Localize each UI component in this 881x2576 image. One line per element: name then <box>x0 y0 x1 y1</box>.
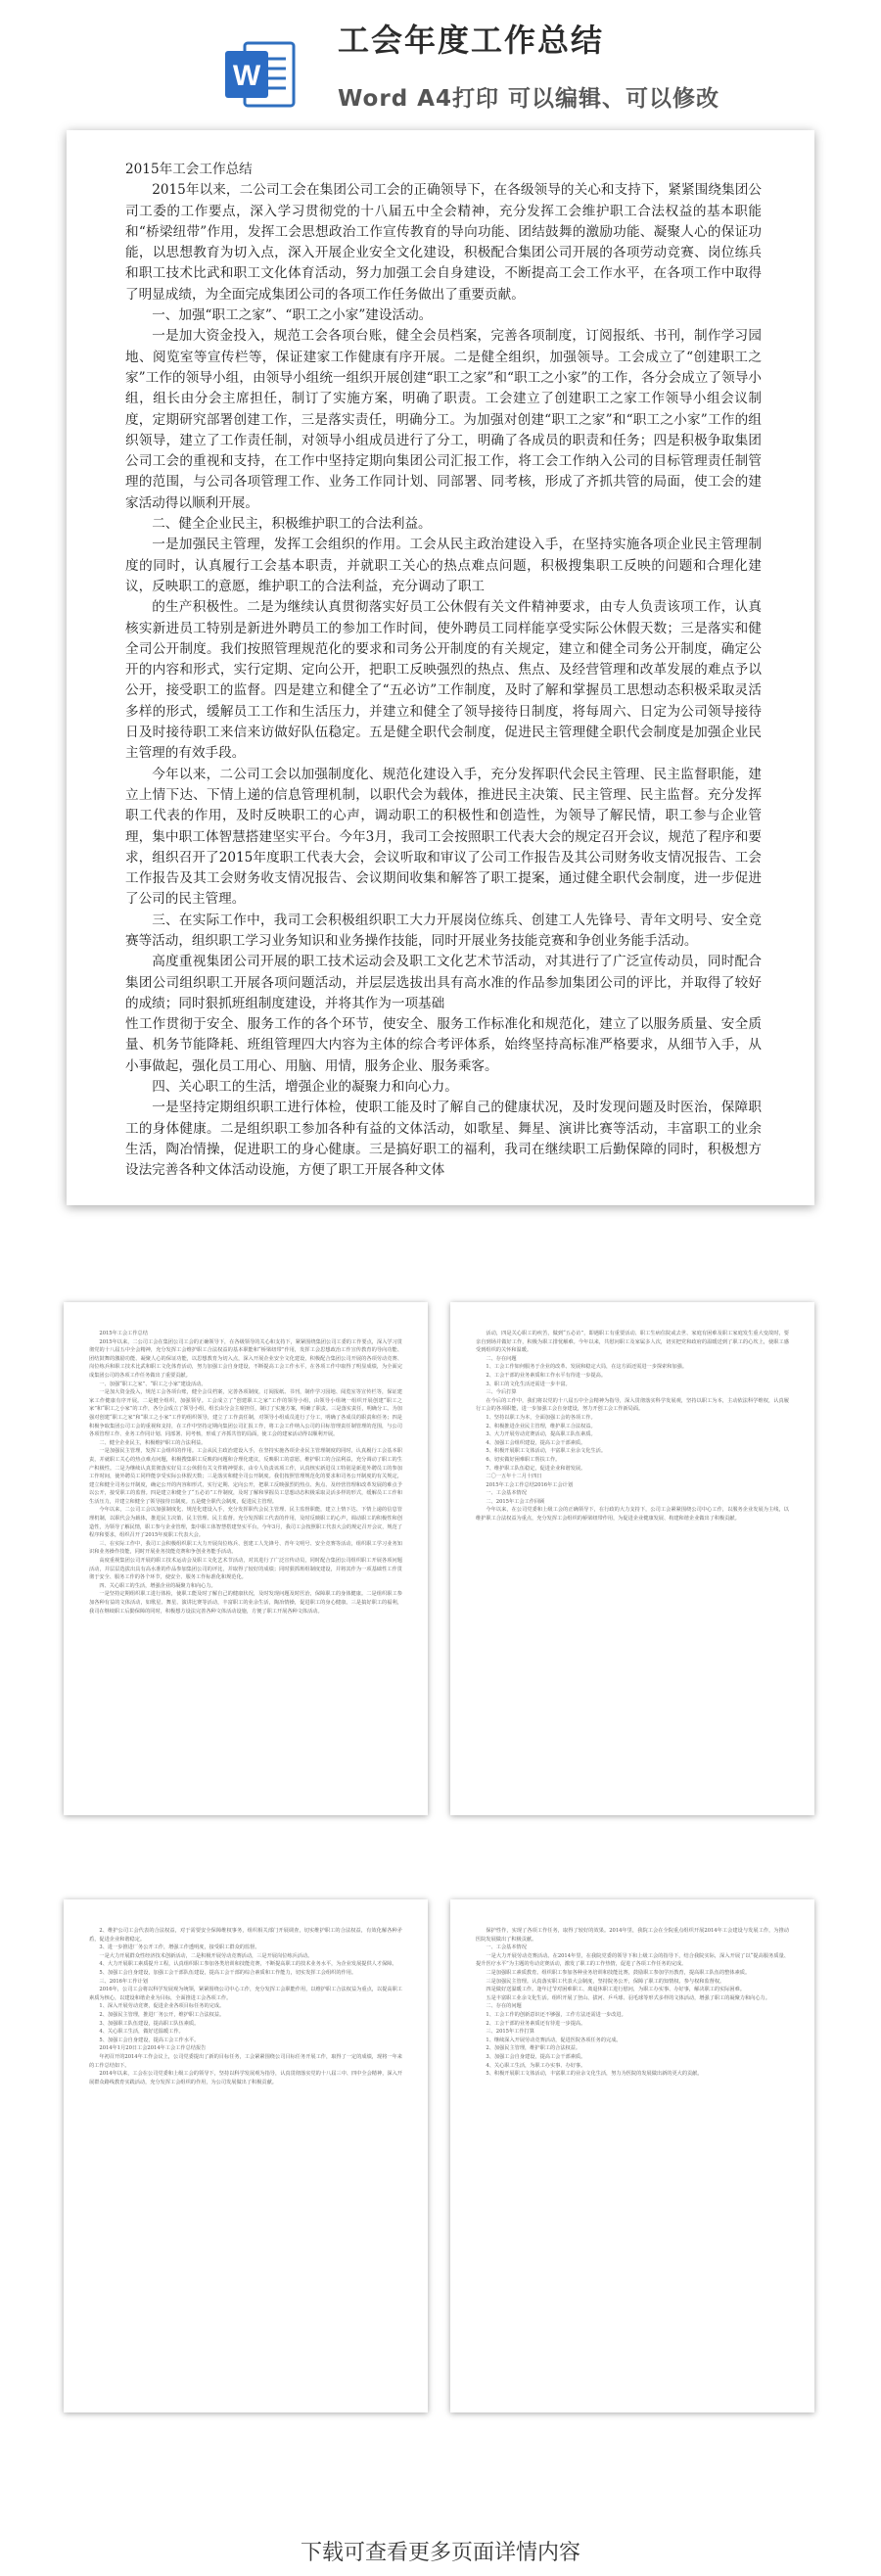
thumb-paragraph: 三、今后打算 <box>486 1389 517 1396</box>
doc-heading: 2015年工会工作总结 <box>125 162 253 177</box>
thumb-paragraph: 二、存在问题 <box>486 1355 517 1362</box>
page-thumbnail-2[interactable] <box>450 1302 814 1815</box>
doc-section-heading: 四、关心职工的生活，增强企业的凝聚力和向心力。 <box>152 1079 458 1096</box>
doc-paragraph: 高度重视集团公司开展的职工技术运动会及职工文化艺术节活动，对其进行了广泛宣传动员，同时配合集团公司组织职工开展各项问题活动，并层层选拔出具有高水准的作品参加集团公司的评比，并取得了较好的成绩；同时狠抓班组制度建设，并将其作为一项基础 <box>125 954 762 1011</box>
page-thumbnail-3[interactable] <box>64 1899 428 2412</box>
thumb-paragraph: 4、关心职工生活，做好送温暖工作。 <box>99 2029 184 2036</box>
thumb-paragraph: 1、坚持以职工为本，全面加强工会的各项工作。 <box>486 1414 596 1421</box>
thumbnail-text <box>89 1330 402 1616</box>
thumb-paragraph: 二、2015年工会工作回顾 <box>486 1498 545 1505</box>
doc-paragraph: 三、在实际工作中，我司工会积极组织职工大力开展岗位练兵、创建工人先锋号、青年文明号、安全竞赛等活动，组织职工学习业务知识和业务操作技能，同时开展业务技能竞赛和争创业务能手活动。 <box>125 912 762 949</box>
thumb-paragraph: 5、积极开展职工文体活动，丰富职工业余文化生活。 <box>486 1448 607 1455</box>
doc-paragraph: 一是坚持定期组织职工进行体检，使职工能及时了解自己的健康状况，及时发现问题及时医治，保障职工的身体健康。二是组织职工参加各种有益的文体活动，如歌星、舞星、演讲比赛等活动，丰富职工的业余生活，陶冶情操，促进职工的身心健康。三是搞好职工的福利，我司在继续职工后勤保障的同时，积极想方设法完善各种文体活动设施，方便了职工开展各种文体 <box>125 1100 762 1179</box>
thumb-paragraph: 1、继续深入开展劳动竞赛活动，促进医院各项任务的完成。 <box>486 2037 622 2043</box>
doc-paragraph: 2015年以来，二公司工会在集团公司工会的正确领导下，在各级领导的关心和支持下，紧紧围绕集团公司工委的工作要点，深入学习贯彻党的十八届五中全会精神，充分发挥工会维护职工合法权益的基本职能和“桥梁纽带”作用，发挥工会思想政治工作宣传教育的导向功能、团结鼓舞的激励功能、凝聚人心的保证功能，以思想教育为切入点，深入开展企业安全文化建设，积极配合集团公司开展的各项劳动竞赛、岗位练兵和职工技术比武和职工文化体育活动，努力加强工会自身建设，不断提高工会工作水平，在各项工作中取得了明显成绩，为全面完成集团公司的各项工作任务做出了重要贡献。 <box>125 182 762 303</box>
thumb-paragraph: 3、加强工会自身建设，提高工会干部素质。 <box>486 2053 586 2060</box>
thumb-paragraph: 3、职工的文化生活还需进一步丰富。 <box>486 1381 571 1387</box>
thumb-paragraph: 一是坚持定期组织职工进行体检，使职工能及时了解自己的健康状况，及时发现问题及时医治，保障职工的身体健康。二是组织职工参加各种有益的文体活动，如歌星、舞星、演讲比赛等活动，丰富职工的业余生活，陶冶情操，促进职工的身心健康。三是搞好职工的福利，我司在继续职工后勤保障的同时，积极想方设法完善各种文体活动设施，方便了职工开展各种文体活动。 <box>89 1591 402 1615</box>
thumbnail-text <box>476 1927 789 2079</box>
thumb-paragraph: 二是加强职工素质教育。组织职工参加各种业务培训和技能比赛，鼓励职工参加学历教育，提高职工队伍的整体素质。 <box>486 1969 751 1976</box>
document-text <box>125 160 762 1182</box>
thumb-paragraph: 3、加强职工队伍建设，提高职工队伍素质。 <box>99 2020 200 2027</box>
thumb-paragraph: 二、健全企业民主，积极维护职工的合法利益。 <box>99 1439 207 1446</box>
thumb-paragraph: 四、关心职工的生活，增强企业的凝聚力和向心力。 <box>99 1582 216 1589</box>
thumb-paragraph: 保护性作，实现了各项工作任务，取得了较好的效果。2014年里，我院工会在全院重点组织开展2014年工会建设与发展工作，为推动医院发展做出了积极贡献。 <box>476 1928 789 1943</box>
thumb-paragraph: 2014年以来，工会在公司党委和上级工会的领导下，坚持以科学发展观为指导，认真贯彻落实党的十八届三中、四中全会精神，深入开展群众路线教育实践活动，充分发挥工会组织的作用，为公司发展做出了积极贡献。 <box>89 2071 402 2085</box>
thumb-paragraph: 今年以来，二公司工会以加强制度化、规范化建设入手，充分发挥职代会民主管理、民主监督职能，建立上情下达、下情上递的信息管理机制，以职代会为载体，推进民主决策、民主管理、民主监督。充分发挥职工代表的作用，及时反映职工的心声，调动职工的积极性和创造性，为领导了解民情，职工参与企业管理，集中职工体智慧搭建坚实平台。今年3月，我司工会按照职工代表大会的规定召开会议，规范了程序和要求，组织召开了2015年度职工代表大会。 <box>89 1507 402 1539</box>
thumb-paragraph: 4、大力开展职工素质提升工程，认真组织职工参加各类培训和技能竞赛，不断提高职工的技术业务水平，为企业发展提供人才保障。 <box>99 1961 397 1968</box>
page-title: 工会年度工作总结 <box>338 22 605 59</box>
thumb-paragraph: 2、积极推进企业民主管理，维护职工合法权益。 <box>486 1423 596 1429</box>
thumb-paragraph: 2、加强民主管理，维护职工的合法权益。 <box>486 2045 581 2052</box>
thumb-paragraph: 5、加强工会自身建设，提高工会工作水平。 <box>99 2037 200 2043</box>
thumbnail-text <box>89 1927 402 2086</box>
thumb-paragraph: 一是加强民主管理，发挥工会组织的作用。工会从民主政治建设入手，在坚持实施各项企业民主管理制度的同时，认真履行工会基本职责，并就职工关心的热点难点问题，积极搜集职工反映的问题和合理化建议，反映职工的意愿，维护职工的合法利益，充分调动了职工的生产积极性。二是为继续认真贯彻落实好员工公休假有关文件精神要求，由专人负责该项工作，认真核实新进员工特别是新进外聘员工的参加工作时间，使外聘员工同样能享受实际公休假天数；三是落实和健全司公开制度。我们按照管理规范化的要求和司务公开制度的有关规定，建立和健全司务公开制度，确定公开的内容和形式，实行定期、定向公开，把职工反映强烈的热点、焦点、及经营管理和改革发展的难点予以公开，接受职工的监督。四是建立和健全了“五必访”工作制度，及时了解和掌握员工思想动态积极采取灵活多样的形式，缓解员工工作和生活压力，并建立和健全了领导接待日制度。五是健全职代会制度，促进民主管理。 <box>89 1448 402 1505</box>
page-subtitle: Word A4打印 可以编辑、可以修改 <box>338 86 719 112</box>
thumb-paragraph: 4、关心职工生活，为职工办实事、办好事。 <box>486 2062 586 2069</box>
thumb-paragraph: 一、工会基本情况 <box>486 1490 527 1497</box>
thumb-paragraph: 7、维护职工队伍稳定，促进企业和谐发展。 <box>486 1465 586 1472</box>
word-icon-letter: W <box>232 60 261 92</box>
thumb-paragraph: 3、大力开展劳动竞赛活动，提高职工队伍素质。 <box>486 1431 596 1438</box>
doc-paragraph: 性工作贯彻于安全、服务工作的各个环节，使安全、服务工作标准化和规范化，建立了以服务质量、安全质量、机务节能降耗、班组管理四大内容为主体的综合考评体系，始终坚持高标准严格要求，从细节入手，从小事做起，强化员工用心、用脑、用情，服务企业、服务乘客。 <box>125 1016 762 1074</box>
thumb-paragraph: 五是丰富职工业余文化生活。组织开展了登山、拔河、乒乓球、羽毛球等形式多样的文体活动，增强了职工的凝聚力和向心力。 <box>486 1994 770 2001</box>
word-icon <box>223 37 298 112</box>
thumb-paragraph: 2015年工会工作总结2016年工会计划 <box>486 1481 574 1488</box>
thumb-paragraph: 2015年工会工作总结 <box>99 1331 148 1336</box>
thumb-paragraph: 2、加强民主管理，推进厂务公开，维护职工合法权益。 <box>99 2011 225 2018</box>
doc-paragraph: 一是加强民主管理，发挥工会组织的作用。工会从民主政治建设入手，在坚持实施各项企业民主管理制度的同时，认真履行工会基本职责，并就职工关心的热点难点问题，积极搜集职工反映的问题和合理化建议，反映职工的意愿，维护职工的合法利益，充分调动了职工 <box>125 537 762 594</box>
header <box>0 0 881 132</box>
thumb-paragraph: 6、切实做好困难职工帮扶工作。 <box>486 1456 561 1463</box>
thumb-paragraph: 5、加强工会自身建设，加强工会干部队伍建设，提高工会干部的综合素质和工作能力，切实发挥工会组织的作用。 <box>99 1969 357 1976</box>
thumb-paragraph: 4、加强工会组织建设，提高工会干部素质。 <box>486 1439 586 1446</box>
thumb-paragraph: 1、深入开展劳动竞赛，促进企业各项目标任务的完成。 <box>99 2003 225 2010</box>
thumb-paragraph: 年初召开的2014年工作会议上，公司党委提出了新的目标任务，工会紧紧围绕公司目标任务开展工作，取得了一定的成绩，现将一年来的工作总结如下。 <box>89 2053 402 2069</box>
document-page-preview[interactable] <box>67 130 814 1205</box>
thumb-paragraph: 在今后的工作中，我们将以党的十八届五中全会精神为指导，深入贯彻落实科学发展观，坚持以职工为本，主动依法科学维权，认真履行工会的各项职能，进一步加强工会自身建设，努力开创工会工作新局面。 <box>476 1397 789 1413</box>
thumb-paragraph: 二、存在的问题 <box>486 2003 522 2010</box>
doc-paragraph: 今年以来，二公司工会以加强制度化、规范化建设入手，充分发挥职代会民主管理、民主监督职能，建立上情下达、下情上递的信息管理机制，以职代会为载体，推进民主决策、民主管理、民主监督。充分发挥职工代表的作用，及时反映职工的心声，调动职工的积极性和创造性，为领导了解民情，职工参与企业管理，集中职工体智慧搭建坚实平台。今年3月，我司工会按照职工代表大会的规定召开会议，规范了程序和要求，组织召开了2015年度职工代表大会，会议听取和审议了公司工作报告及其公司财务收支情况报告、工会工作报告及其工会财务收支情况报告、会议期间收集和解答了职工提案，通过健全职代会制度，进一步促进了公司的民主管理。 <box>125 766 762 908</box>
thumb-paragraph: 三、在实际工作中，我司工会积极组织职工大力开展岗位练兵、创建工人先锋号、青年文明号、安全竞赛等活动，组织职工学习业务知识和业务操作技能，同时开展业务技能竞赛和争创业务能手活动。 <box>89 1540 402 1556</box>
page-thumbnail-4[interactable] <box>450 1899 814 2412</box>
page-thumbnail-1[interactable] <box>64 1302 428 1815</box>
thumb-paragraph: 5、积极开展职工文体活动，丰富职工的业余文化生活，努力为医院的发展做出新的更大的贡献。 <box>486 2071 703 2078</box>
thumb-paragraph: 三是加强民主管理。认真落实职工代表大会制度，坚持院务公开，保障了职工的知情权、参与权和监督权。 <box>486 1978 725 1985</box>
thumb-paragraph: 一、加强“职工之家”、“职工之小家”建设活动。 <box>99 1381 207 1387</box>
thumb-paragraph: 1、工会工作的创新意识还不够强，工作方法还需进一步改进。 <box>486 2011 626 2018</box>
doc-paragraph: 一是加大资金投入，规范工会各项台账，健全会员档案，完善各项制度，订阅报纸、书刊，制作学习园地、阅览室等宣传栏等，保证建家工作健康有序开展。二是健全组织，加强领导。工会成立了“创建职工之家”工作的领导小组，由领导小组统一组织开展创建“职工之家”和“职工之小家”的工作，各分会成立了领导小组，组长由分会主席担任，制订了实施方案，明确了职责。工会建立了创建职工之家工作领导小组会议制度，定期研究部署创建工作，三是落实责任，明确分工。为加强对创建“职工之家”和“职工之小家”工作的组织领导，建立了工作责任制，对领导小组成员进行了分工，明确了各成员的职责和任务；四是积极争取集团公司工会的重视和支持，在工作中坚持定期向集团公司汇报工作，将工会工作纳入公司的目标管理责任制管理的范围，与公司各项管理工作、业务工作同计划、同部署、同考核，形成了齐抓共管的局面，使工会的建家活动得以顺利开展。 <box>125 328 762 511</box>
thumb-paragraph: 二〇一五年十二月十四日 <box>486 1474 542 1480</box>
thumb-paragraph: 三、2015年工作打算 <box>486 2029 534 2036</box>
thumb-paragraph: 一、工会基本情况 <box>486 1944 527 1951</box>
thumb-paragraph: 一是大力开展劳动竞赛活动。在2014年里，在我院党委的领导下和上级工会的指导下，结合我院实际，深入开展了以“提高服务质量、提升医疗水平”为主题的劳动竞赛活动，激发了职工的工作热情，促进了各项工作任务的完成。 <box>476 1952 789 1968</box>
thumb-paragraph: 四是做好送温暖工作。逢年过节对困难职工、离退休职工进行慰问，为职工办实事、办好事，解决职工的实际困难。 <box>486 1987 745 1993</box>
thumb-paragraph: 今年以来，在公司党委和上级工会的正确领导下，在行政的大力支持下，公司工会紧紧围绕公司中心工作，以服务企业发展为主线，以维护职工合法权益为重点，充分发挥工会组织的桥梁纽带作用，为促进企业健康发展、构建和谐企业做出了积极贡献。 <box>476 1507 789 1522</box>
thumb-paragraph: 活动，四是关心职工的疾苦，做到“五必访”，即遇职工有重要活动、职工生病住院或去世、家庭有困难及职工家庭发生重大变故时，要亲自到场并做好工作，积极为职工排忧解难。今年以来，共慰问职工及家属多人次，切实把党和政府的温暖送到了职工的心坎上，使职工感受到组织的关怀和温暖。 <box>476 1331 789 1354</box>
thumb-paragraph: 2、工会干部的业务素质和工作水平有待进一步提高。 <box>486 1372 607 1379</box>
doc-section-heading: 二、健全企业民主，积极维护职工的合法利益。 <box>152 516 432 533</box>
thumb-paragraph: 3、进一步推进厂务公开工作，增强工作透明度，接受职工群众的监督。 <box>99 1944 260 1951</box>
doc-paragraph: 的生产积极性。二是为继续认真贯彻落实好员工公休假有关文件精神要求，由专人负责该项工作，认真核实新进员工特别是新进外聘员工的参加工作时间，使外聘员工同样能享受实际公休假天数；三是落实和健全司公开制度。我们按照管理规范化的要求和司务公开制度的有关规定，建立和健全司务公开制度，确定公开的内容和形式，实行定期、定向公开，把职工反映强烈的热点、焦点、及经营管理和改革发展的难点予以公开，接受职工的监督。四是建立和健全了“五必访”工作制度，及时了解和掌握员工思想动态积极采取灵活多样的形式，缓解员工工作和生活压力，并建立和健全了领导接待日制度，将每周六、日定为公司领导接待日及时接待职工来信来访做好队伍稳定。五是健全职代会制度，促进民主管理健全职代会制度是加强企业民主管理的有效手段。 <box>125 599 762 762</box>
thumb-paragraph: 一是加大资金投入，规范工会各项台账，健全会员档案，完善各项制度，订阅报纸、书刊，制作学习园地、阅览室等宣传栏等，保证建家工作健康有序开展。二是健全组织，加强领导。工会成立了“创建职工之家”工作的领导小组，由领导小组统一组织开展创建“职工之家”和“职工之小家”的工作，各分会成立了领导小组，组长由分会主席担任，制订了实施方案，明确了职责。三是落实责任，明确分工。为加强对创建“职工之家”和“职工之小家”工作的组织领导，建立了工作责任制，对领导小组成员进行了分工，明确了各成员的职责和任务；四是积极争取集团公司工会的重视和支持，在工作中坚持定期向集团公司汇报工作，将工会工作纳入公司的目标管理责任制管理的范围，与公司各项管理工作、业务工作同计划、同部署、同考核，形成了齐抓共管的局面，使工会的建家活动得以顺利开展。 <box>89 1389 402 1438</box>
thumb-paragraph: 高度重视集团公司开展的职工技术运动会及职工文化艺术节活动，对其进行了广泛宣传动员，同时配合集团公司组织职工开展各项问题活动，并层层选拔出具有高水准的作品参加集团公司的评比，并取得了较好的成绩；同时狠抓班组制度建设，并将其作为一项基础性工作贯彻于安全、服务工作的各个环节，使安全、服务工作标准化和规范化。 <box>89 1558 402 1581</box>
thumb-paragraph: 2、工会干部的业务素质还有待进一步提高。 <box>486 2020 586 2027</box>
thumb-paragraph: 1、工会工作如何服务于企业的改革、发展和稳定大局，在这方面还需进一步探索和加强。 <box>486 1364 688 1371</box>
download-more-link[interactable]: 下载可查看更多页面详情内容 <box>300 2541 580 2565</box>
thumb-paragraph: 三、2016年工作计划 <box>99 1978 148 1985</box>
thumb-paragraph: 一是大力开展群众性经济技术创新活动，二是积极开展劳动竞赛活动，三是开展岗位练兵活动。 <box>99 1952 313 1959</box>
thumbnail-text <box>476 1330 789 1523</box>
thumb-paragraph: 2015年以来，二公司工会在集团公司工会的正确领导下，在各级领导的关心和支持下，紧紧围绕集团公司工委的工作要点，深入学习贯彻党的十八届五中全会精神，充分发挥工会维护职工合法权益的基本职能和“桥梁纽带”作用，发挥工会思想政治工作宣传教育的导向功能、团结鼓舞的激励功能、凝聚人心的保证功能，以思想教育为切入点，深入开展企业安全文化建设，积极配合集团公司开展的各项劳动竞赛、岗位练兵和职工技术比武和职工文化体育活动，努力加强工会自身建设，不断提高工会工作水平，在各项工作中取得了明显成绩，为全面完成集团公司的各项工作任务做出了重要贡献。 <box>89 1338 402 1379</box>
thumb-paragraph: 2014年1月20日工会2014年工会工作总结报告 <box>99 2045 207 2052</box>
doc-section-heading: 一、加强“职工之家”、“职工之小家”建设活动。 <box>152 307 433 324</box>
thumb-paragraph: 2016年，公司工会将以科学发展观为统领，紧紧围绕公司中心工作，充分发挥工会职能作用，以维护职工合法权益为重点，以提高职工素质为核心，以建设和谐企业为目标，全面推进工会各项工作。 <box>89 1987 402 2001</box>
thumb-paragraph: 2、维护公司工会代表的合法权益，对于需要安全保障维权事务，组织相关部门开展调查，切实维护职工的合法权益，有效化解各种矛盾，促进企业和谐稳定。 <box>89 1928 402 1943</box>
